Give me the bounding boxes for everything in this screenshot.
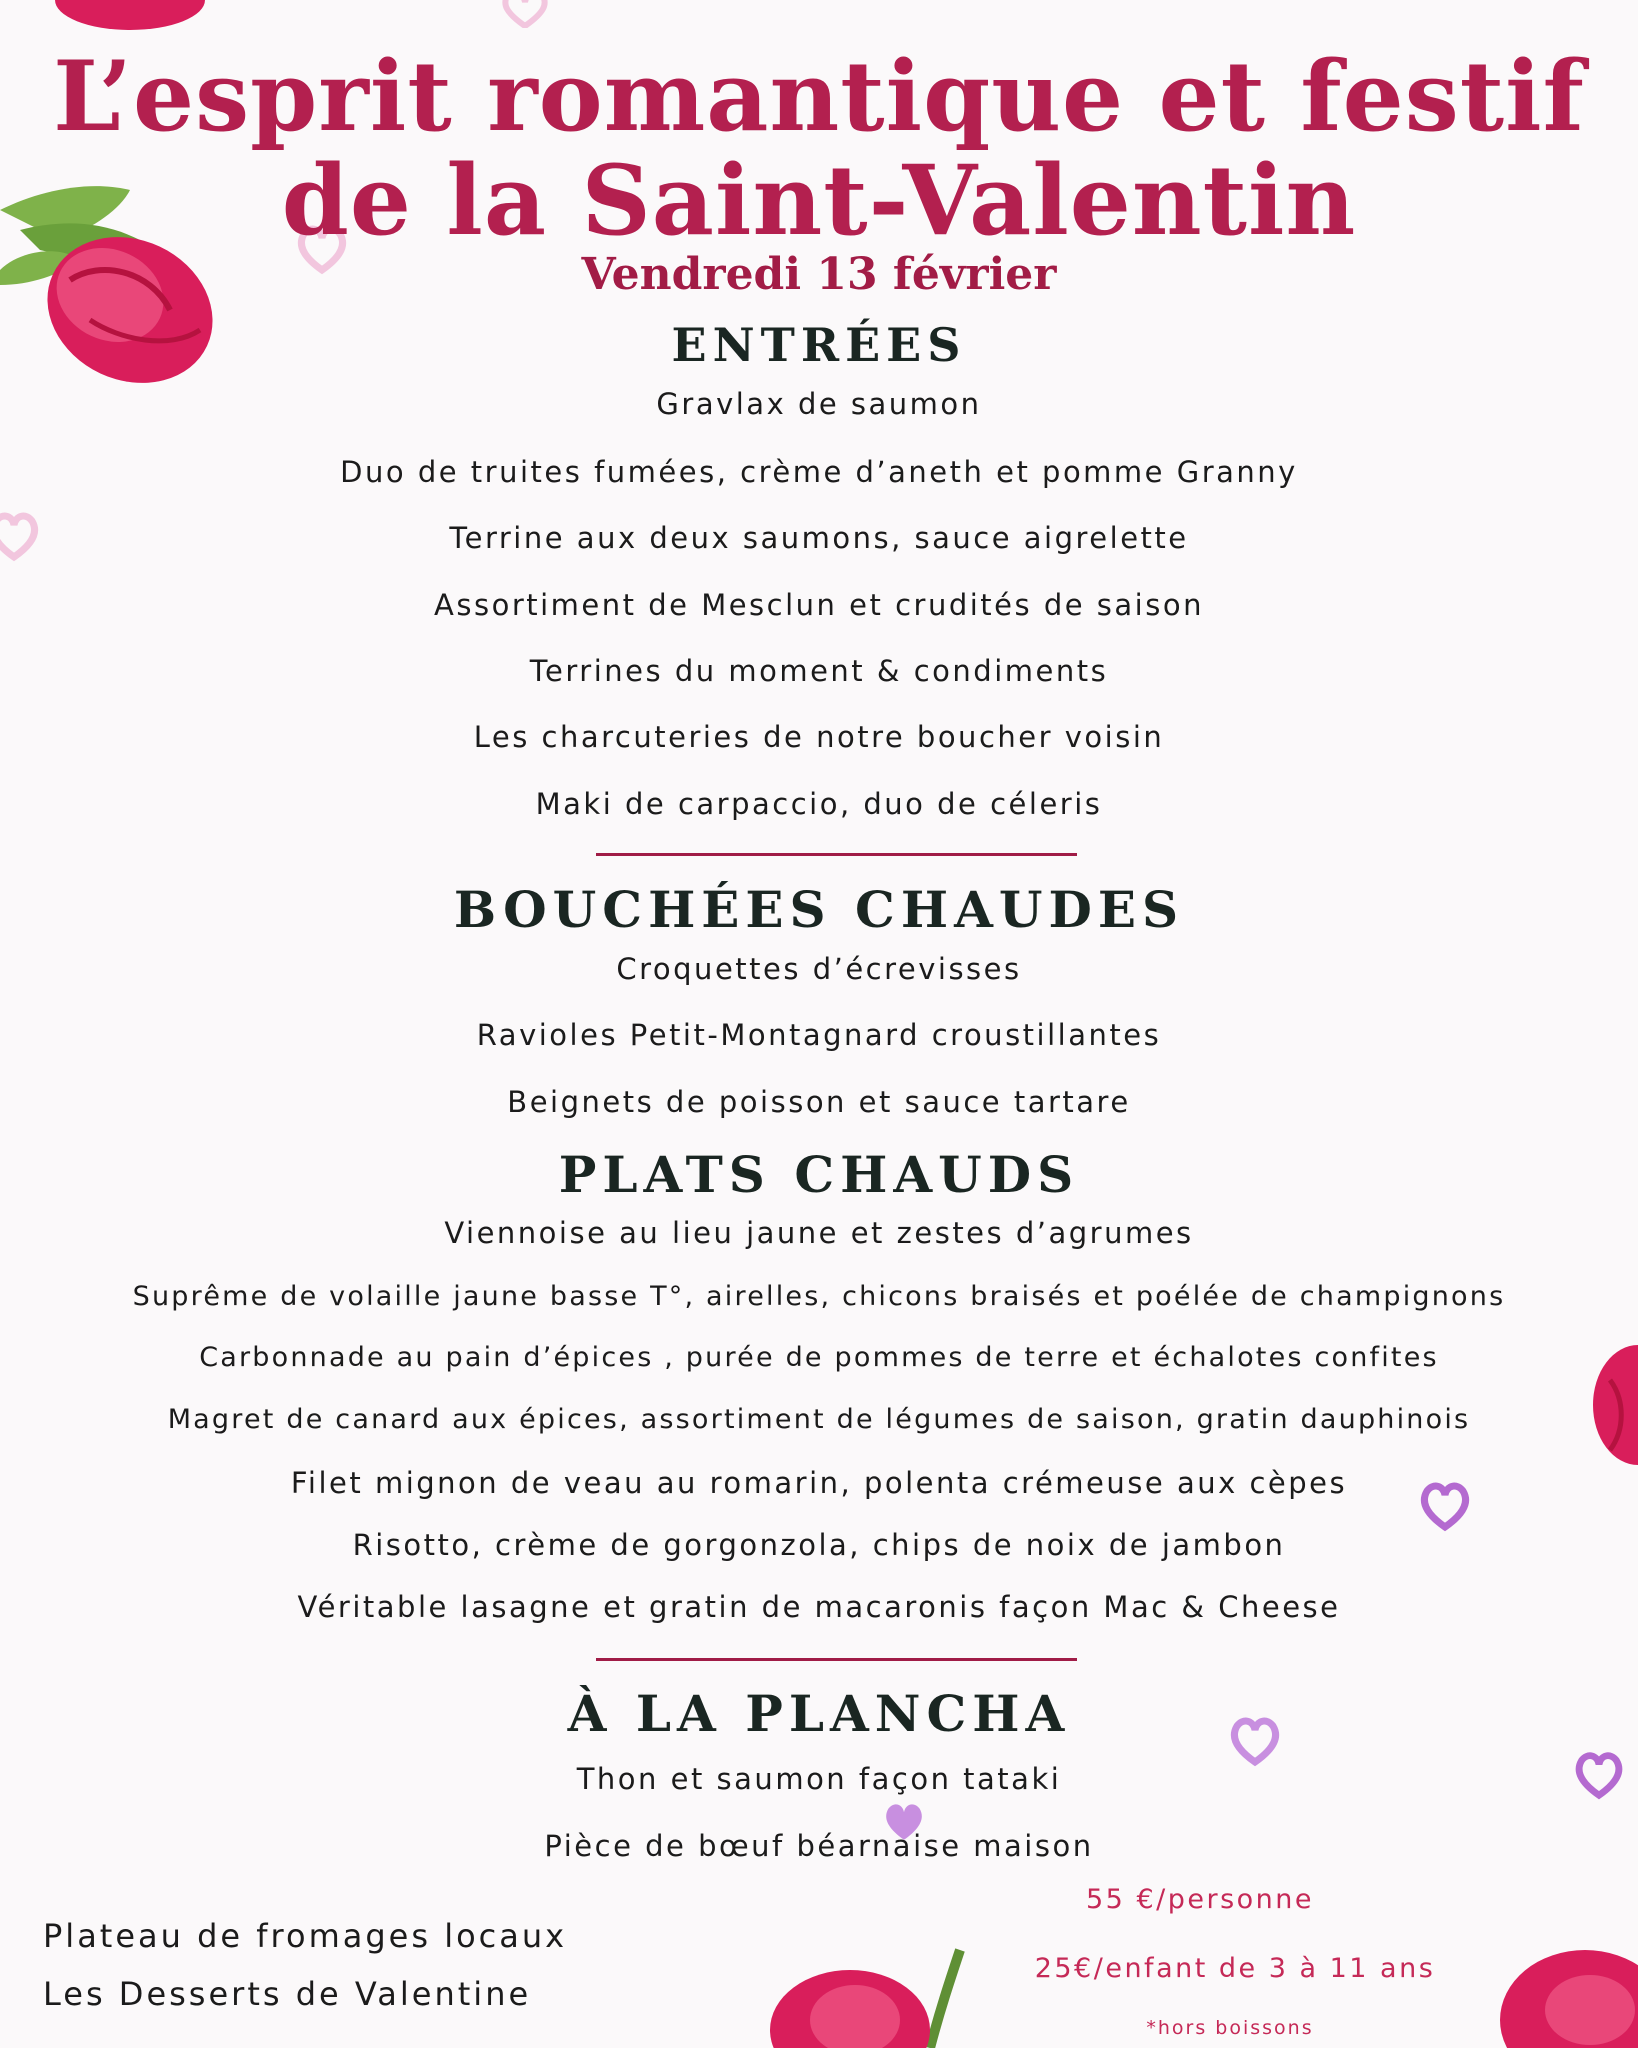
rose-icon-bottom-center — [760, 1940, 1000, 2048]
menu-item: Maki de carpaccio, duo de céleris — [535, 787, 1103, 821]
section-heading-a-la-plancha: À LA PLANCHA — [567, 1684, 1071, 1743]
extra-desserts: Les Desserts de Valentine — [43, 1975, 532, 2013]
title-line-1: L’esprit romantique et festif — [53, 40, 1585, 153]
menu-item: Assortiment de Mesclun et crudités de saison — [434, 588, 1204, 622]
menu-item: Risotto, crème de gorgonzola, chips de noix de jambon — [352, 1528, 1286, 1562]
menu-item: Duo de truites fumées, crème d’aneth et pomme Granny — [340, 455, 1298, 489]
menu-item: Gravlax de saumon — [656, 387, 982, 421]
menu-item: Croquettes d’écrevisses — [616, 952, 1022, 986]
section-heading-entrees: ENTRÉES — [671, 318, 967, 372]
section-divider — [596, 1658, 1077, 1661]
price-note: *hors boissons — [1146, 2017, 1314, 2039]
price-child: 25€/enfant de 3 à 11 ans — [1034, 1953, 1436, 1984]
menu-item: Carbonnade au pain d’épices , purée de pommes de terre et échalotes confites — [199, 1342, 1439, 1373]
section-heading-plats-chauds: PLATS CHAUDS — [558, 1145, 1080, 1204]
menu-item: Terrines du moment & condiments — [529, 654, 1109, 688]
title-line-2: de la Saint-Valentin — [281, 144, 1357, 257]
extra-cheese: Plateau de fromages locaux — [43, 1917, 568, 1955]
menu-item: Terrine aux deux saumons, sauce aigrelette — [449, 521, 1189, 555]
rose-icon-bottom-right — [1490, 1930, 1638, 2048]
menu-item: Viennoise au lieu jaune et zestes d’agrumes — [444, 1216, 1194, 1250]
menu-item: Pièce de bœuf béarnaise maison — [544, 1829, 1094, 1863]
menu-item: Beignets de poisson et sauce tartare — [507, 1085, 1131, 1119]
section-heading-bouchees-chaudes: BOUCHÉES CHAUDES — [453, 880, 1185, 939]
heart-icon — [495, 0, 555, 28]
menu-item: Ravioles Petit-Montagnard croustillantes — [476, 1018, 1162, 1052]
rose-icon-top-corner — [55, 0, 205, 40]
menu-item: Véritable lasagne et gratin de macaronis façon Mac & Cheese — [297, 1590, 1341, 1624]
menu-item: Les charcuteries de notre boucher voisin — [473, 720, 1165, 754]
event-date: Vendredi 13 février — [581, 249, 1057, 300]
price-adult: 55 €/personne — [1086, 1884, 1314, 1915]
menu-item: Magret de canard aux épices, assortiment de légumes de saison, gratin dauphinois — [167, 1404, 1471, 1435]
menu-title — [0, 40, 1638, 257]
section-divider — [596, 853, 1077, 856]
menu-item: Filet mignon de veau au romarin, polenta crémeuse aux cèpes — [290, 1466, 1348, 1500]
menu-item: Thon et saumon façon tataki — [576, 1762, 1062, 1796]
menu-item: Suprême de volaille jaune basse T°, airelles, chicons braisés et poélée de champignons — [132, 1281, 1506, 1312]
